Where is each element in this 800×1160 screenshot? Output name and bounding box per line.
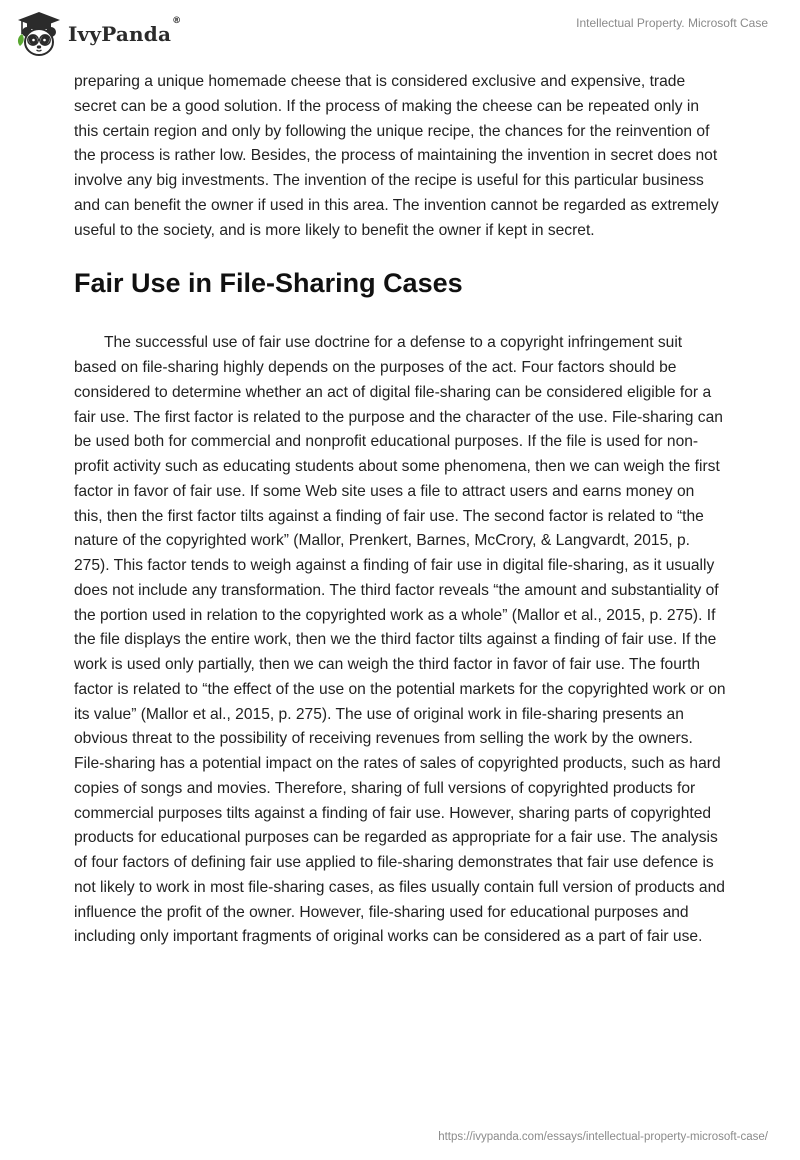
body-paragraph: The successful use of fair use doctrine for a defense to a copyright infringement suit based on file-sharing highly depends on the purposes of the act. Four factors should be considered to determine whether an act of digital file-sharing can be considered eligible for a fair use. The first factor is related to the purpose and the character of the use. File-sharing can be used both for commercial and nonprofit educational purposes. If the file is used for non-profit activity such as educating students about some phenomena, then we can weigh the first factor in favor of fair use. If some Web site uses a file to attract users and earns money on this, then the first factor tilts against a finding of fair use. The second factor is related to “the nature of the copyrighted work” (Mallor, Prenkert, Barnes, McCrory, & Langvardt, 2015, p. 275). This factor tends to weigh against a finding of fair use in digital file-sharing, as it usually does not include any transformation. The third factor reveals “the amount and substantiality of the portion used in relation to the copyrighted work as a whole” (Mallor et al., 2015, p. 275). If the file displays the entire work, then we the third factor tilts against a finding of fair use. If the work is used only partially, then we can weigh the third factor in favor of fair use. The fourth factor is related to “the effect of the use on the potential markets for the copyrighted work or on its value” (Mallor et al., 2015, p. 275). The use of original work in file-sharing presents an obvious threat to the possibility of receiving revenues from selling the work by the owners. File-sharing has a potential impact on the rates of sales of copyrighted products, such as hard copies of songs and movies. Therefore, sharing of full versions of copyrighted products for commercial purposes tilts against a finding of fair use. However, sharing parts of copyrighted products for educational purposes can be regarded as appropriate for a fair use. The analysis of four factors of defining fair use applied to file-sharing demonstrates that fair use defence is not likely to work in most file-sharing cases, as files usually contain full version of products and influence the profit of the owner. However, file-sharing used for educational purposes and including only important fragments of original works can be considered as a part of fair use. — [74, 334, 726, 946]
brand-name: IvyPanda® — [68, 16, 182, 46]
source-url[interactable]: https://ivypanda.com/essays/intellectual-property-microsoft-case/ — [438, 1131, 768, 1143]
section-heading: Fair Use in File-Sharing Cases — [74, 268, 463, 299]
document-title: Intellectual Property. Microsoft Case — [576, 16, 768, 30]
ivypanda-logo[interactable] — [14, 10, 181, 58]
page-header — [0, 0, 800, 70]
registered-mark: ® — [172, 16, 182, 26]
intro-paragraph: preparing a unique homemade cheese that is considered exclusive and expensive, trade secret can be a good solution. If the process of making the cheese can be repeated only in this certain region and only by following the unique recipe, the chances for the reinvention of the process is rather low. Besides, the process of maintaining the invention in secret does not involve any big investments. The invention of the recipe is useful for this particular business and can benefit the owner if used in this area. The invention cannot be regarded as extremely useful to the society, and is more likely to benefit the owner if kept in secret. — [74, 73, 719, 239]
panda-graduate-icon — [14, 10, 64, 58]
essay-content — [74, 70, 726, 950]
